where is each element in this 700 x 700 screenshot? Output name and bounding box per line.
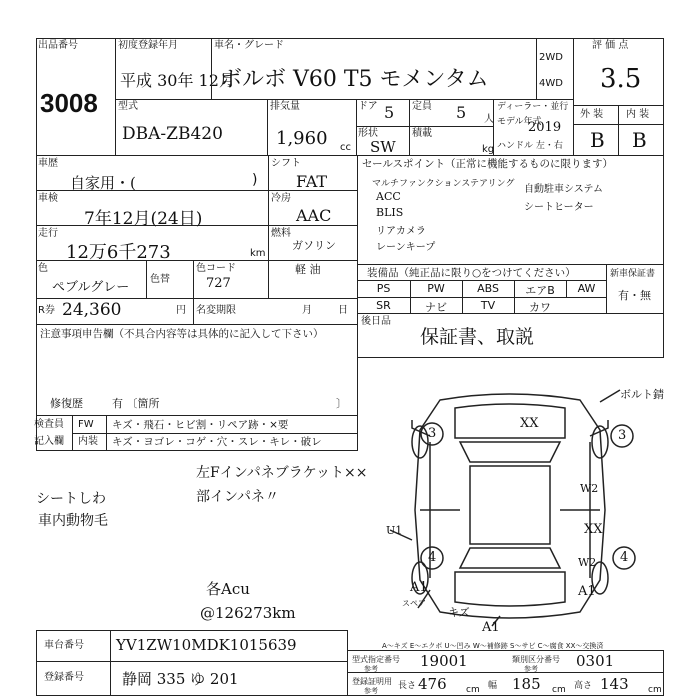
notes-title: 注意事項申告欄（不具合内容等は具体的に記入して下さい） <box>40 328 324 340</box>
model-label: 車名・グレード <box>214 40 284 51</box>
history-value: 自家用・( <box>70 174 136 192</box>
mark-w2-right-lower: W2 <box>578 556 597 569</box>
equip-tv: TV <box>480 299 496 312</box>
fuel-gasoline: ガソリン <box>292 239 336 252</box>
remark-5: 各Acu <box>206 580 250 598</box>
mileage-label: 走行 <box>38 228 58 239</box>
inspection-label: 車検 <box>38 193 58 204</box>
ac-label: 冷房 <box>271 193 291 204</box>
first-reg-value: 平成 30年 12月 <box>120 71 235 90</box>
interior-value: B <box>632 128 647 152</box>
handle-label: ハンドル 左・右 <box>497 141 563 151</box>
exterior-value: B <box>590 128 605 152</box>
displacement-label: 排気量 <box>270 101 300 112</box>
remark-4: 車内動物毛 <box>38 513 108 529</box>
selling-title: セールスポイント（正常に機能するものに限ります） <box>362 158 614 170</box>
mileage-value: 12万6千273 <box>66 242 171 263</box>
class-label: 類別区分番号 <box>512 655 560 664</box>
warranty-label: 新車保証書 <box>610 269 656 279</box>
selling-point-3: BLIS <box>376 206 404 219</box>
mark-a1-bottom: A1 <box>482 620 500 635</box>
equip-navi: ナビ <box>425 301 447 314</box>
repair-close: 〕 <box>336 397 347 410</box>
legend: A～キズ E～エクボ U～凹み W～補修跡 S～サビ C～腐食 XX～交換済 <box>382 642 604 650</box>
repair-value: 有 〔箇所 <box>112 397 160 410</box>
reg-value: 静岡 335 ゆ 201 <box>122 670 239 688</box>
length-value: 476 <box>418 675 447 693</box>
height-cm: cm <box>648 685 662 695</box>
drive-2wd: 2WD <box>539 52 563 63</box>
first-reg-label: 初度登録年月 <box>118 40 178 51</box>
lot-label: 出品番号 <box>38 40 78 51</box>
mark-xx-top: XX <box>520 416 539 431</box>
recycle-label: R券 <box>38 305 55 316</box>
recycle-value: 24,360 <box>62 300 122 320</box>
selling-point-7: シートヒーター <box>524 202 594 213</box>
mark-4-left: 4 <box>428 550 437 565</box>
shape-value: SW <box>370 138 396 156</box>
color-value: ペブルグレー <box>52 280 130 295</box>
type-label: 型式 <box>118 101 138 112</box>
selling-point-1: マルチファンクションステアリング <box>372 179 515 189</box>
model-cert-value: 19001 <box>420 652 468 670</box>
history-close-paren: ) <box>252 172 258 188</box>
cert-label: 登録証明用 <box>352 677 392 686</box>
load-label: 積載 <box>412 128 432 139</box>
chassis-value: YV1ZW10MDK1015639 <box>116 636 297 654</box>
cert-sub: 参考 <box>364 687 378 695</box>
mark-4-right: 4 <box>620 550 629 565</box>
mark-a1-left: A1 <box>410 580 428 595</box>
remark-2: 部インパネ〃 <box>196 489 280 505</box>
roof-note: ボルト錆 <box>620 388 664 401</box>
drive-box <box>536 38 574 100</box>
rating-label: 評 価 点 <box>592 40 629 51</box>
spare-label: スペア <box>402 599 426 608</box>
selling-point-5: レーンキープ <box>376 242 436 253</box>
dealer-label: ディーラー・並行 <box>497 102 569 112</box>
mark-u1: U1 <box>386 524 403 537</box>
warranty-value: 有・無 <box>618 289 651 302</box>
repair-label: 修復歴 <box>50 397 83 410</box>
selling-point-4: リアカメラ <box>376 226 426 237</box>
remark-6: @126273km <box>200 604 296 622</box>
mark-3-right: 3 <box>618 428 627 443</box>
equipment-title: 装備品（純正品に限り○をつけてください） <box>367 267 576 279</box>
model-year-label: モデル年式 <box>497 117 542 127</box>
km-unit: km <box>250 248 266 259</box>
length-label: 長さ <box>398 681 417 691</box>
color-change-label: 色替 <box>150 274 170 285</box>
width-cm: cm <box>552 685 566 695</box>
capacity-label: 定員 <box>412 101 432 112</box>
day-unit: 日 <box>338 305 348 316</box>
after-label: 後日品 <box>361 316 391 327</box>
fw-items: キズ・飛石・ヒビ割・リペア跡・×要 <box>112 419 289 431</box>
equip-ps: PS <box>376 282 391 295</box>
selling-point-2: ACC <box>376 190 401 203</box>
yen-unit: 円 <box>176 305 186 316</box>
chassis-label: 車台番号 <box>44 640 84 651</box>
door-label: ドア <box>358 101 378 112</box>
height-label: 高さ <box>574 681 593 691</box>
inspector-label: 検査員 <box>34 419 64 430</box>
capacity-value: 5 <box>456 103 467 122</box>
ac-value: AAC <box>296 206 332 225</box>
equip-abs: ABS <box>477 282 499 295</box>
lot-number: 3008 <box>40 88 98 118</box>
remark-3: シートしわ <box>36 491 106 507</box>
equip-pw: PW <box>427 282 445 295</box>
type-value: DBA-ZB420 <box>122 124 223 144</box>
inspection-value: 7年12月(24日) <box>84 209 203 229</box>
cc-unit: cc <box>340 142 351 153</box>
fuel-diesel: 軽 油 <box>295 263 321 276</box>
mark-xx-right: XX <box>584 522 603 537</box>
color-code-label: 色コード <box>196 263 236 274</box>
rename-label: 名変期限 <box>196 305 236 316</box>
interior-inspect-label: 内装 <box>78 436 98 447</box>
equip-leather: カワ <box>529 301 551 314</box>
mark-3-left: 3 <box>428 426 437 441</box>
shift-label: シフト <box>271 158 301 169</box>
mark-a1-right: A1 <box>578 584 596 599</box>
drive-4wd: 4WD <box>539 78 563 89</box>
shift-value: FAT <box>296 172 328 191</box>
class-sub: 参考 <box>524 665 538 673</box>
month-unit: 月 <box>302 305 312 316</box>
history-label: 車歴 <box>38 158 58 169</box>
kg-unit: kg <box>482 144 495 155</box>
equip-airbag: エアB <box>525 284 555 297</box>
class-value: 0301 <box>576 652 615 670</box>
model-cert-sub: 参考 <box>364 665 378 673</box>
record-label: 記入欄 <box>34 436 64 447</box>
mark-kizu: キズ <box>448 606 470 619</box>
interior-label: 内 装 <box>626 109 650 120</box>
model-cert-label: 型式指定番号 <box>352 655 400 664</box>
width-label: 幅 <box>488 681 498 691</box>
height-value: 143 <box>600 675 629 693</box>
model-year-value: 2019 <box>528 120 562 135</box>
car-body-diagram <box>360 380 660 630</box>
equip-sr: SR <box>376 299 391 312</box>
mark-w2-right: W2 <box>580 482 599 495</box>
reg-label: 登録番号 <box>44 672 84 683</box>
after-value: 保証書、取説 <box>420 326 535 348</box>
fw-label: FW <box>78 419 94 430</box>
rating-value: 3.5 <box>600 64 642 94</box>
remark-1: 左Fインパネブラケット×× <box>196 465 368 481</box>
model-value: ボルボ V60 T5 モメンタム <box>220 67 489 92</box>
color-label: 色 <box>38 263 48 274</box>
equip-aw: AW <box>577 282 596 295</box>
width-value: 185 <box>512 675 541 693</box>
interior-inspect-items: キズ・ヨゴレ・コゲ・穴・スレ・キレ・破レ <box>112 436 322 448</box>
person-unit: 人 <box>484 114 494 125</box>
selling-point-6: 自動駐車システム <box>524 184 603 195</box>
shape-label: 形状 <box>358 128 378 139</box>
door-value: 5 <box>384 103 395 122</box>
length-cm: cm <box>466 685 480 695</box>
exterior-label: 外 装 <box>580 109 604 120</box>
color-code-value: 727 <box>206 276 231 291</box>
displacement-value: 1,960 <box>276 128 328 149</box>
fuel-label: 燃料 <box>271 228 291 239</box>
